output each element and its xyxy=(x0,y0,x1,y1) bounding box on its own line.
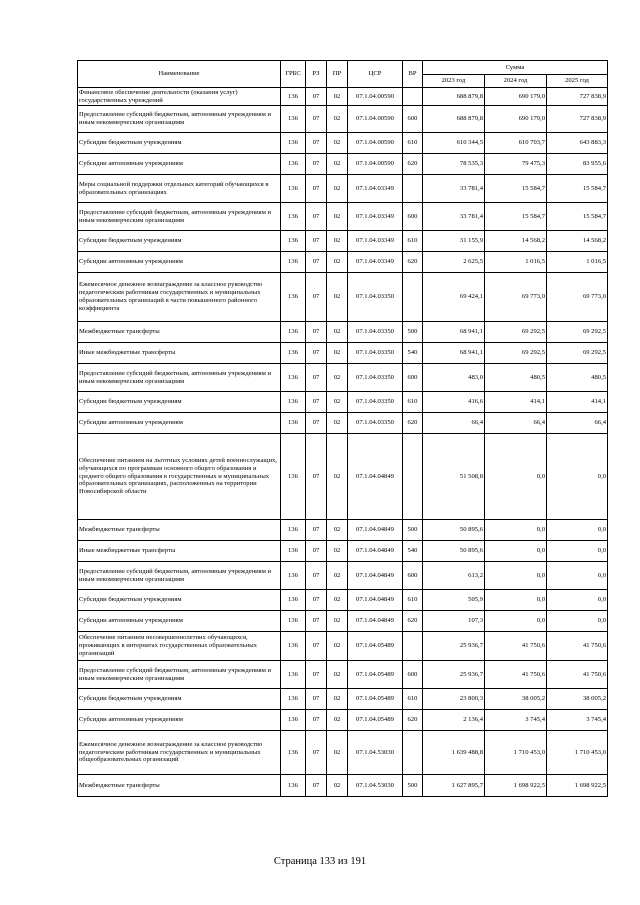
cell-2025: 0,0 xyxy=(547,520,608,541)
cell-2023: 68 941,1 xyxy=(423,322,485,343)
cell-2024: 0,0 xyxy=(485,434,547,520)
cell-csr: 07.1.04.04849 xyxy=(348,434,403,520)
cell-pr: 02 xyxy=(327,710,348,731)
cell-2023: 610 344,5 xyxy=(423,133,485,154)
cell-grbs: 136 xyxy=(281,520,306,541)
table-row xyxy=(78,252,608,273)
cell-2024: 41 750,6 xyxy=(485,661,547,689)
cell-2024: 41 750,6 xyxy=(485,632,547,661)
cell-2024: 1 710 453,0 xyxy=(485,731,547,775)
cell-rz: 07 xyxy=(306,632,327,661)
cell-2023: 613,2 xyxy=(423,562,485,590)
cell-2025: 3 745,4 xyxy=(547,710,608,731)
cell-rz: 07 xyxy=(306,175,327,203)
cell-2024: 690 179,0 xyxy=(485,88,547,106)
cell-2024: 414,1 xyxy=(485,392,547,413)
cell-csr: 07.1.04.04849 xyxy=(348,520,403,541)
budget-table xyxy=(77,60,608,797)
cell-vr: 600 xyxy=(403,661,423,689)
cell-2025: 0,0 xyxy=(547,434,608,520)
cell-2024: 69 292,5 xyxy=(485,322,547,343)
cell-name: Субсидии автономным учреждениям xyxy=(78,413,281,434)
cell-grbs: 136 xyxy=(281,273,306,322)
table-body xyxy=(78,88,608,797)
table-row xyxy=(78,392,608,413)
cell-rz: 07 xyxy=(306,689,327,710)
cell-csr: 07.1.04.03349 xyxy=(348,203,403,231)
cell-2025: 1 016,5 xyxy=(547,252,608,273)
cell-2023: 50 895,6 xyxy=(423,520,485,541)
cell-grbs: 136 xyxy=(281,413,306,434)
table-row xyxy=(78,364,608,392)
cell-csr: 07.1.04.05489 xyxy=(348,710,403,731)
cell-2025: 15 584,7 xyxy=(547,203,608,231)
cell-pr: 02 xyxy=(327,133,348,154)
cell-name: Предоставление субсидий бюджетным, автономным учреждениям и иным некоммерческим организациям xyxy=(78,562,281,590)
cell-2023: 23 800,3 xyxy=(423,689,485,710)
cell-2024: 3 745,4 xyxy=(485,710,547,731)
cell-2024: 15 584,7 xyxy=(485,203,547,231)
cell-vr: 600 xyxy=(403,106,423,133)
cell-grbs: 136 xyxy=(281,154,306,175)
cell-2023: 51 508,8 xyxy=(423,434,485,520)
cell-grbs: 136 xyxy=(281,661,306,689)
cell-2023: 2 136,4 xyxy=(423,710,485,731)
cell-2025: 0,0 xyxy=(547,541,608,562)
cell-2024: 15 584,7 xyxy=(485,175,547,203)
cell-2023: 107,3 xyxy=(423,611,485,632)
cell-pr: 02 xyxy=(327,322,348,343)
cell-2024: 69 773,0 xyxy=(485,273,547,322)
cell-2025: 0,0 xyxy=(547,611,608,632)
cell-csr: 07.1.04.03349 xyxy=(348,252,403,273)
cell-pr: 02 xyxy=(327,731,348,775)
cell-name: Финансовое обеспечение деятельности (оказания услуг) государственных учреждений xyxy=(78,88,281,106)
cell-name: Межбюджетные трансферты xyxy=(78,775,281,797)
cell-vr: 610 xyxy=(403,392,423,413)
cell-grbs: 136 xyxy=(281,203,306,231)
table-row xyxy=(78,590,608,611)
cell-rz: 07 xyxy=(306,133,327,154)
cell-grbs: 136 xyxy=(281,343,306,364)
cell-pr: 02 xyxy=(327,392,348,413)
cell-2024: 0,0 xyxy=(485,590,547,611)
cell-name: Меры социальной поддержки отдельных категорий обучающихся в образовательных организациях xyxy=(78,175,281,203)
cell-csr: 07.1.04.05489 xyxy=(348,632,403,661)
cell-name: Субсидии бюджетным учреждениям xyxy=(78,231,281,252)
cell-grbs: 136 xyxy=(281,231,306,252)
cell-2023: 66,4 xyxy=(423,413,485,434)
cell-name: Субсидии бюджетным учреждениям xyxy=(78,133,281,154)
cell-pr: 02 xyxy=(327,520,348,541)
table-row xyxy=(78,88,608,106)
cell-2024: 1 698 922,5 xyxy=(485,775,547,797)
cell-2024: 0,0 xyxy=(485,541,547,562)
cell-rz: 07 xyxy=(306,562,327,590)
cell-vr: 600 xyxy=(403,203,423,231)
cell-csr: 07.1.04.53030 xyxy=(348,731,403,775)
cell-2024: 69 292,5 xyxy=(485,343,547,364)
cell-2025: 643 883,3 xyxy=(547,133,608,154)
cell-2023: 416,6 xyxy=(423,392,485,413)
cell-2023: 483,0 xyxy=(423,364,485,392)
cell-pr: 02 xyxy=(327,252,348,273)
cell-2025: 14 568,2 xyxy=(547,231,608,252)
cell-2023: 505,9 xyxy=(423,590,485,611)
cell-name: Иные межбюджетные трансферты xyxy=(78,541,281,562)
cell-2024: 79 475,3 xyxy=(485,154,547,175)
cell-rz: 07 xyxy=(306,413,327,434)
cell-vr: 500 xyxy=(403,775,423,797)
cell-csr: 07.1.04.04849 xyxy=(348,590,403,611)
header-name: Наименование xyxy=(78,61,281,88)
cell-2023: 25 936,7 xyxy=(423,661,485,689)
cell-pr: 02 xyxy=(327,562,348,590)
cell-grbs: 136 xyxy=(281,175,306,203)
table-row xyxy=(78,689,608,710)
cell-name: Предоставление субсидий бюджетным, автономным учреждениям и иным некоммерческим организациям xyxy=(78,106,281,133)
cell-csr: 07.1.04.00590 xyxy=(348,88,403,106)
cell-vr: 540 xyxy=(403,343,423,364)
cell-name: Субсидии бюджетным учреждениям xyxy=(78,590,281,611)
header-vr: ВР xyxy=(403,61,423,88)
cell-rz: 07 xyxy=(306,434,327,520)
table-row xyxy=(78,731,608,775)
cell-pr: 02 xyxy=(327,661,348,689)
cell-vr: 610 xyxy=(403,231,423,252)
cell-2024: 0,0 xyxy=(485,520,547,541)
cell-rz: 07 xyxy=(306,775,327,797)
header-grbs: ГРБС xyxy=(281,61,306,88)
cell-2023: 25 936,7 xyxy=(423,632,485,661)
table-row xyxy=(78,541,608,562)
header-rz: РЗ xyxy=(306,61,327,88)
cell-grbs: 136 xyxy=(281,541,306,562)
cell-name: Межбюджетные трансферты xyxy=(78,322,281,343)
cell-vr: 620 xyxy=(403,154,423,175)
table-header xyxy=(78,61,608,88)
cell-2025: 0,0 xyxy=(547,562,608,590)
cell-rz: 07 xyxy=(306,106,327,133)
table-row xyxy=(78,562,608,590)
cell-name: Субсидии бюджетным учреждениям xyxy=(78,689,281,710)
cell-vr: 500 xyxy=(403,322,423,343)
cell-csr: 07.1.04.04849 xyxy=(348,562,403,590)
cell-grbs: 136 xyxy=(281,632,306,661)
cell-2023: 1 627 895,7 xyxy=(423,775,485,797)
cell-csr: 07.1.04.03350 xyxy=(348,322,403,343)
cell-2025: 1 710 453,0 xyxy=(547,731,608,775)
header-year-2025: 2025 год xyxy=(547,75,608,88)
cell-csr: 07.1.04.03350 xyxy=(348,343,403,364)
cell-2025: 727 838,9 xyxy=(547,88,608,106)
cell-name: Предоставление субсидий бюджетным, автономным учреждениям и иным некоммерческим организациям xyxy=(78,364,281,392)
cell-2025: 38 005,2 xyxy=(547,689,608,710)
cell-vr: 620 xyxy=(403,611,423,632)
cell-rz: 07 xyxy=(306,154,327,175)
cell-2023: 50 895,6 xyxy=(423,541,485,562)
cell-name: Обеспечение питанием на льготных условиях детей военнослужащих, обучающихся по программам основного общего образования и среднего общего образования в государственных и муниципальных образовательных организациях, расположенных на территории Новосибирской области xyxy=(78,434,281,520)
cell-grbs: 136 xyxy=(281,434,306,520)
cell-vr: 540 xyxy=(403,541,423,562)
table-row xyxy=(78,413,608,434)
cell-2023: 33 781,4 xyxy=(423,175,485,203)
cell-csr: 07.1.04.00590 xyxy=(348,154,403,175)
cell-rz: 07 xyxy=(306,343,327,364)
cell-grbs: 136 xyxy=(281,392,306,413)
table-row xyxy=(78,273,608,322)
cell-csr: 07.1.04.04849 xyxy=(348,611,403,632)
cell-2025: 0,0 xyxy=(547,590,608,611)
cell-2023: 688 879,8 xyxy=(423,88,485,106)
cell-rz: 07 xyxy=(306,520,327,541)
cell-csr: 07.1.04.03350 xyxy=(348,392,403,413)
cell-2023: 2 625,5 xyxy=(423,252,485,273)
table-row xyxy=(78,661,608,689)
cell-grbs: 136 xyxy=(281,322,306,343)
cell-2025: 414,1 xyxy=(547,392,608,413)
cell-rz: 07 xyxy=(306,611,327,632)
cell-vr: 600 xyxy=(403,562,423,590)
cell-vr: 610 xyxy=(403,590,423,611)
table-row xyxy=(78,231,608,252)
cell-vr xyxy=(403,434,423,520)
page-number: Страница 133 из 191 xyxy=(273,856,367,867)
cell-2024: 38 005,2 xyxy=(485,689,547,710)
cell-vr xyxy=(403,175,423,203)
cell-grbs: 136 xyxy=(281,775,306,797)
cell-name: Межбюджетные трансферты xyxy=(78,520,281,541)
cell-rz: 07 xyxy=(306,322,327,343)
cell-pr: 02 xyxy=(327,273,348,322)
cell-name: Обеспечение питанием несовершеннолетних обучающихся, проживающих в интернатах государственных образовательных организаций xyxy=(78,632,281,661)
cell-grbs: 136 xyxy=(281,562,306,590)
cell-grbs: 136 xyxy=(281,689,306,710)
cell-vr xyxy=(403,632,423,661)
cell-grbs: 136 xyxy=(281,106,306,133)
table-row xyxy=(78,106,608,133)
cell-name: Субсидии автономным учреждениям xyxy=(78,252,281,273)
cell-csr: 07.1.04.05489 xyxy=(348,689,403,710)
cell-2023: 69 424,1 xyxy=(423,273,485,322)
table-row xyxy=(78,775,608,797)
cell-name: Иные межбюджетные трансферты xyxy=(78,343,281,364)
cell-2023: 78 535,3 xyxy=(423,154,485,175)
cell-2025: 727 838,9 xyxy=(547,106,608,133)
header-pr: ПР xyxy=(327,61,348,88)
cell-csr: 07.1.04.03350 xyxy=(348,273,403,322)
cell-2024: 0,0 xyxy=(485,562,547,590)
cell-name: Субсидии бюджетным учреждениям xyxy=(78,392,281,413)
table-row xyxy=(78,611,608,632)
cell-pr: 02 xyxy=(327,106,348,133)
cell-pr: 02 xyxy=(327,364,348,392)
cell-vr xyxy=(403,731,423,775)
cell-csr: 07.1.04.05489 xyxy=(348,661,403,689)
table-row xyxy=(78,710,608,731)
cell-pr: 02 xyxy=(327,88,348,106)
cell-rz: 07 xyxy=(306,364,327,392)
cell-vr: 620 xyxy=(403,252,423,273)
table-row xyxy=(78,343,608,364)
cell-rz: 07 xyxy=(306,590,327,611)
cell-2025: 480,5 xyxy=(547,364,608,392)
cell-csr: 07.1.04.03350 xyxy=(348,413,403,434)
cell-2025: 66,4 xyxy=(547,413,608,434)
cell-csr: 07.1.04.53030 xyxy=(348,775,403,797)
cell-grbs: 136 xyxy=(281,88,306,106)
table-row xyxy=(78,434,608,520)
cell-2025: 1 698 922,5 xyxy=(547,775,608,797)
cell-name: Предоставление субсидий бюджетным, автономным учреждениям и иным некоммерческим организациям xyxy=(78,203,281,231)
cell-pr: 02 xyxy=(327,611,348,632)
cell-grbs: 136 xyxy=(281,710,306,731)
header-year-2023: 2023 год xyxy=(423,75,485,88)
header-sum: Сумма xyxy=(423,61,608,75)
table-row xyxy=(78,203,608,231)
cell-pr: 02 xyxy=(327,541,348,562)
cell-2025: 69 773,0 xyxy=(547,273,608,322)
cell-2025: 41 750,6 xyxy=(547,632,608,661)
cell-2024: 610 703,7 xyxy=(485,133,547,154)
cell-csr: 07.1.04.00590 xyxy=(348,133,403,154)
cell-grbs: 136 xyxy=(281,611,306,632)
cell-vr: 620 xyxy=(403,413,423,434)
cell-vr: 600 xyxy=(403,364,423,392)
cell-grbs: 136 xyxy=(281,133,306,154)
cell-2025: 83 955,6 xyxy=(547,154,608,175)
cell-csr: 07.1.04.00590 xyxy=(348,106,403,133)
cell-rz: 07 xyxy=(306,731,327,775)
cell-2024: 66,4 xyxy=(485,413,547,434)
cell-grbs: 136 xyxy=(281,252,306,273)
cell-2024: 480,5 xyxy=(485,364,547,392)
cell-rz: 07 xyxy=(306,203,327,231)
cell-csr: 07.1.04.03349 xyxy=(348,231,403,252)
cell-csr: 07.1.04.04849 xyxy=(348,541,403,562)
table-row xyxy=(78,175,608,203)
cell-2024: 14 568,2 xyxy=(485,231,547,252)
cell-2024: 1 016,5 xyxy=(485,252,547,273)
cell-csr: 07.1.04.03350 xyxy=(348,364,403,392)
cell-pr: 02 xyxy=(327,343,348,364)
cell-pr: 02 xyxy=(327,434,348,520)
cell-name: Субсидии автономным учреждениям xyxy=(78,710,281,731)
cell-2025: 69 292,5 xyxy=(547,322,608,343)
cell-name: Ежемесячное денежное вознаграждение за классное руководство педагогическим работникам государственных и муниципальных общеобразовательных организаций xyxy=(78,731,281,775)
cell-csr: 07.1.04.03349 xyxy=(348,175,403,203)
cell-2023: 31 155,9 xyxy=(423,231,485,252)
cell-vr: 610 xyxy=(403,133,423,154)
table-row xyxy=(78,632,608,661)
cell-pr: 02 xyxy=(327,175,348,203)
cell-rz: 07 xyxy=(306,252,327,273)
cell-pr: 02 xyxy=(327,413,348,434)
cell-2023: 688 879,8 xyxy=(423,106,485,133)
cell-pr: 02 xyxy=(327,689,348,710)
cell-2023: 68 941,1 xyxy=(423,343,485,364)
cell-pr: 02 xyxy=(327,203,348,231)
cell-rz: 07 xyxy=(306,273,327,322)
cell-grbs: 136 xyxy=(281,590,306,611)
cell-pr: 02 xyxy=(327,590,348,611)
header-csr: ЦСР xyxy=(348,61,403,88)
cell-rz: 07 xyxy=(306,231,327,252)
cell-grbs: 136 xyxy=(281,364,306,392)
cell-grbs: 136 xyxy=(281,731,306,775)
cell-2023: 33 781,4 xyxy=(423,203,485,231)
table-row xyxy=(78,154,608,175)
cell-rz: 07 xyxy=(306,541,327,562)
cell-2025: 41 750,6 xyxy=(547,661,608,689)
cell-vr xyxy=(403,273,423,322)
cell-2023: 1 639 488,8 xyxy=(423,731,485,775)
cell-pr: 02 xyxy=(327,775,348,797)
cell-2024: 690 179,0 xyxy=(485,106,547,133)
table-row xyxy=(78,133,608,154)
cell-rz: 07 xyxy=(306,392,327,413)
cell-name: Предоставление субсидий бюджетным, автономным учреждениям и иным некоммерческим организациям xyxy=(78,661,281,689)
cell-rz: 07 xyxy=(306,88,327,106)
header-year-2024: 2024 год xyxy=(485,75,547,88)
cell-2025: 69 292,5 xyxy=(547,343,608,364)
cell-name: Ежемесячное денежное вознаграждение за классное руководство педагогическим работникам государственных и муниципальных образовательных организаций в части повышенного районного коэффициента xyxy=(78,273,281,322)
cell-2024: 0,0 xyxy=(485,611,547,632)
cell-vr: 610 xyxy=(403,689,423,710)
cell-rz: 07 xyxy=(306,710,327,731)
table-row xyxy=(78,520,608,541)
cell-pr: 02 xyxy=(327,154,348,175)
cell-pr: 02 xyxy=(327,231,348,252)
cell-vr xyxy=(403,88,423,106)
cell-name: Субсидии автономным учреждениям xyxy=(78,611,281,632)
cell-rz: 07 xyxy=(306,661,327,689)
cell-vr: 500 xyxy=(403,520,423,541)
cell-2025: 15 584,7 xyxy=(547,175,608,203)
table-row xyxy=(78,322,608,343)
cell-vr: 620 xyxy=(403,710,423,731)
cell-pr: 02 xyxy=(327,632,348,661)
cell-name: Субсидии автономным учреждениям xyxy=(78,154,281,175)
